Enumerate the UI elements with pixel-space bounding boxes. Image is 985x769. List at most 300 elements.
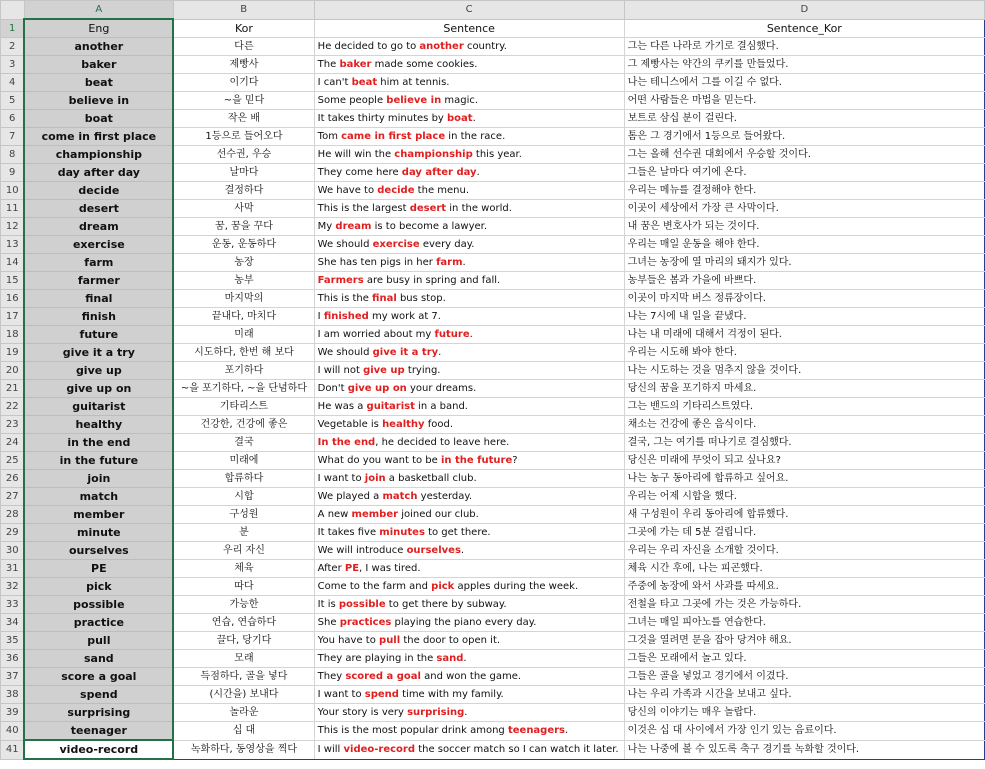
row-header[interactable]: 38	[1, 686, 25, 704]
sentence-text: to get there by subway.	[385, 599, 507, 610]
cell-eng[interactable]: healthy	[24, 416, 173, 434]
cell-sentence-kor[interactable]: 어떤 사람들은 마법을 믿는다.	[624, 92, 984, 110]
table-row	[1, 434, 985, 452]
header-cell-kor[interactable]: Kor	[173, 19, 314, 38]
table-row	[1, 110, 985, 128]
column-header-b[interactable]: B	[173, 1, 314, 20]
cell-kor[interactable]: (시간을) 보내다	[173, 686, 314, 704]
cell-kor[interactable]: 포기하다	[173, 362, 314, 380]
table-row	[1, 290, 985, 308]
cell-eng[interactable]: baker	[24, 56, 173, 74]
sentence-text: We should	[317, 239, 373, 250]
cell-eng[interactable]: guitarist	[24, 398, 173, 416]
cell-sentence[interactable]	[314, 200, 624, 218]
sentence-text: You have to	[317, 635, 380, 646]
row-header[interactable]: 35	[1, 632, 25, 650]
header-cell-sentence-kor[interactable]: Sentence_Kor	[624, 19, 984, 38]
cell-kor[interactable]: 득점하다, 골을 넣다	[173, 668, 314, 686]
cell-sentence-kor[interactable]: 보트로 삼십 분이 걸린다.	[624, 110, 984, 128]
sentence-text: A new	[317, 509, 352, 520]
row-header[interactable]: 39	[1, 704, 25, 722]
row-header[interactable]: 14	[1, 254, 25, 272]
cell-eng[interactable]: dream	[24, 218, 173, 236]
sentence-text: my work at 7.	[368, 311, 441, 322]
cell-sentence-kor[interactable]: 결국, 그는 여기를 떠나기로 결심했다.	[624, 434, 984, 452]
table-row	[1, 218, 985, 236]
cell-sentence[interactable]	[314, 38, 624, 56]
cell-sentence[interactable]	[314, 380, 624, 398]
sentence-text: Don't	[317, 383, 348, 394]
cell-sentence[interactable]	[314, 308, 624, 326]
row-header[interactable]: 21	[1, 380, 25, 398]
cell-kor[interactable]: 작은 배	[173, 110, 314, 128]
table-row	[1, 308, 985, 326]
table-row	[1, 362, 985, 380]
cell-kor[interactable]: 마지막의	[173, 290, 314, 308]
cell-eng[interactable]: in the end	[24, 434, 173, 452]
cell-sentence-kor[interactable]: 전철을 타고 그곳에 가는 것은 가능하다.	[624, 596, 984, 614]
cell-kor[interactable]: 꿈, 꿈을 꾸다	[173, 218, 314, 236]
sentence-text: the soccer match so I can watch it later.	[415, 744, 619, 755]
sentence-text: Come to the farm and	[317, 581, 432, 592]
cell-sentence[interactable]	[314, 398, 624, 416]
row-header[interactable]: 23	[1, 416, 25, 434]
cell-sentence-kor[interactable]: 나는 내 미래에 대해서 걱정이 된다.	[624, 326, 984, 344]
cell-eng[interactable]: give it a try	[24, 344, 173, 362]
row-header[interactable]: 17	[1, 308, 25, 326]
cell-sentence[interactable]	[314, 722, 624, 741]
cell-sentence[interactable]	[314, 164, 624, 182]
table-row	[1, 614, 985, 632]
cell-sentence[interactable]	[314, 146, 624, 164]
table-row	[1, 524, 985, 542]
cell-sentence[interactable]	[314, 650, 624, 668]
sentence-text: We played a	[317, 491, 383, 502]
row-header[interactable]: 9	[1, 164, 25, 182]
table-row	[1, 722, 985, 741]
cell-sentence[interactable]	[314, 524, 624, 542]
cell-kor[interactable]: 결정하다	[173, 182, 314, 200]
row-header[interactable]: 25	[1, 452, 25, 470]
cell-eng[interactable]: score a goal	[24, 668, 173, 686]
sentence-text: He will win the	[317, 149, 395, 160]
cell-eng[interactable]: final	[24, 290, 173, 308]
sentence-text: He decided to go to	[317, 41, 420, 52]
sentence-text: Some people	[317, 95, 387, 106]
cell-sentence[interactable]	[314, 254, 624, 272]
row-header[interactable]: 8	[1, 146, 25, 164]
cell-kor[interactable]: 모래	[173, 650, 314, 668]
sentence-keyword: sand	[436, 653, 464, 664]
row-header[interactable]: 27	[1, 488, 25, 506]
sentence-keyword: video-record	[343, 744, 416, 755]
cell-sentence-kor[interactable]: 그들은 모래에서 놀고 있다.	[624, 650, 984, 668]
cell-kor[interactable]: 이기다	[173, 74, 314, 92]
sentence-keyword: In the end	[317, 437, 376, 448]
row-header[interactable]: 19	[1, 344, 25, 362]
cell-kor[interactable]: 따다	[173, 578, 314, 596]
table-row	[1, 488, 985, 506]
cell-kor[interactable]: 우리 자신	[173, 542, 314, 560]
sentence-keyword: practices	[339, 617, 392, 628]
sentence-text: This is the most popular drink among	[317, 725, 508, 737]
cell-kor[interactable]: 십 대	[173, 722, 314, 741]
cell-eng[interactable]: member	[24, 506, 173, 524]
cell-eng[interactable]: PE	[24, 560, 173, 578]
cell-kor[interactable]: 시도하다, 한번 해 보다	[173, 344, 314, 362]
cell-kor[interactable]: 운동, 운동하다	[173, 236, 314, 254]
table-row	[1, 38, 985, 56]
table-row	[1, 56, 985, 74]
cell-eng[interactable]: farmer	[24, 272, 173, 290]
row-header[interactable]: 2	[1, 38, 25, 56]
table-row	[1, 272, 985, 290]
sentence-keyword: join	[364, 473, 386, 484]
sentence-text: I want to	[317, 473, 365, 484]
cell-kor[interactable]: 기타리스트	[173, 398, 314, 416]
cell-sentence-kor[interactable]: 주중에 농장에 와서 사과를 따세요.	[624, 578, 984, 596]
cell-sentence-kor[interactable]: 새 구성원이 우리 동아리에 합류했다.	[624, 506, 984, 524]
sentence-text: Vegetable is	[317, 419, 383, 430]
cell-sentence-kor[interactable]: 우리는 메뉴를 결정해야 한다.	[624, 182, 984, 200]
cell-eng[interactable]: sand	[24, 650, 173, 668]
cell-eng[interactable]: decide	[24, 182, 173, 200]
header-cell-sentence[interactable]: Sentence	[314, 19, 624, 38]
cell-sentence-kor[interactable]: 채소는 건강에 좋은 음식이다.	[624, 416, 984, 434]
cell-eng[interactable]: join	[24, 470, 173, 488]
cell-kor[interactable]: 구성원	[173, 506, 314, 524]
cell-eng[interactable]: practice	[24, 614, 173, 632]
cell-kor[interactable]: 다른	[173, 38, 314, 56]
sentence-keyword: spend	[364, 689, 399, 700]
sentence-keyword: teenagers	[507, 725, 566, 737]
sentence-text: He was a	[317, 401, 367, 412]
sentence-text: .	[438, 347, 442, 358]
cell-eng[interactable]: boat	[24, 110, 173, 128]
sentence-text: We have to	[317, 185, 378, 196]
cell-eng[interactable]: surprising	[24, 704, 173, 722]
cell-sentence-kor[interactable]: 이곳이 세상에서 가장 큰 사막이다.	[624, 200, 984, 218]
cell-eng[interactable]: championship	[24, 146, 173, 164]
cell-sentence[interactable]	[314, 614, 624, 632]
sentence-text: They are playing in the	[317, 653, 437, 664]
cell-sentence-kor[interactable]: 그녀는 농장에 열 마리의 돼지가 있다.	[624, 254, 984, 272]
cell-eng[interactable]: exercise	[24, 236, 173, 254]
row-header[interactable]: 40	[1, 722, 25, 741]
cell-kor[interactable]: 연습, 연습하다	[173, 614, 314, 632]
cell-kor[interactable]: 농장	[173, 254, 314, 272]
cell-eng[interactable]: farm	[24, 254, 173, 272]
cell-sentence-kor[interactable]: 우리는 어제 시합을 했다.	[624, 488, 984, 506]
row-header[interactable]: 3	[1, 56, 25, 74]
table-row	[1, 452, 985, 470]
sentence-text: yesterday.	[417, 491, 473, 502]
cell-sentence[interactable]	[314, 452, 624, 470]
cell-kor[interactable]: ~을 포기하다, ~을 단념하다	[173, 380, 314, 398]
cell-kor[interactable]: ~을 믿다	[173, 92, 314, 110]
sentence-text: Your story is very	[317, 707, 408, 718]
sentence-keyword: baker	[339, 59, 372, 70]
row-header[interactable]: 18	[1, 326, 25, 344]
cell-kor[interactable]: 미래에	[173, 452, 314, 470]
sentence-text: , I was tired.	[359, 563, 421, 574]
cell-kor[interactable]: 녹화하다, 동영상을 찍다	[173, 740, 314, 759]
table-row	[1, 128, 985, 146]
cell-sentence-kor[interactable]: 그는 다른 나라로 가기로 결심했다.	[624, 38, 984, 56]
table-row	[1, 686, 985, 704]
cell-sentence-kor[interactable]: 그곳에 가는 데 5분 걸립니다.	[624, 524, 984, 542]
cell-sentence-kor[interactable]: 내 꿈은 변호사가 되는 것이다.	[624, 218, 984, 236]
cell-kor[interactable]: 미래	[173, 326, 314, 344]
cell-eng[interactable]: future	[24, 326, 173, 344]
select-all-corner[interactable]	[1, 1, 25, 20]
cell-kor[interactable]: 시합	[173, 488, 314, 506]
cell-sentence[interactable]	[314, 344, 624, 362]
row-header[interactable]: 20	[1, 362, 25, 380]
cell-sentence-kor[interactable]: 당신의 꿈을 포기하지 마세요.	[624, 380, 984, 398]
row-header[interactable]: 5	[1, 92, 25, 110]
cell-sentence[interactable]	[314, 218, 624, 236]
cell-sentence-kor[interactable]: 그 제빵사는 약간의 쿠키를 만들었다.	[624, 56, 984, 74]
cell-sentence-kor[interactable]: 이곳이 마지막 버스 정류장이다.	[624, 290, 984, 308]
column-header-d[interactable]: D	[624, 1, 984, 20]
cell-eng[interactable]: in the future	[24, 452, 173, 470]
table-row	[1, 146, 985, 164]
row-header[interactable]: 4	[1, 74, 25, 92]
cell-eng[interactable]: match	[24, 488, 173, 506]
row-header[interactable]: 11	[1, 200, 25, 218]
cell-kor[interactable]: 놀라운	[173, 704, 314, 722]
sentence-text: We will introduce	[317, 545, 407, 556]
sentence-keyword: final	[372, 293, 397, 304]
cell-eng[interactable]: give up on	[24, 380, 173, 398]
cell-eng[interactable]: possible	[24, 596, 173, 614]
row-header[interactable]: 6	[1, 110, 25, 128]
cell-sentence[interactable]	[314, 632, 624, 650]
row-header[interactable]: 34	[1, 614, 25, 632]
table-row	[1, 164, 985, 182]
cell-sentence[interactable]	[314, 578, 624, 596]
row-header[interactable]: 28	[1, 506, 25, 524]
sentence-text: .	[565, 725, 569, 737]
cell-kor[interactable]: 끌다, 당기다	[173, 632, 314, 650]
cell-eng[interactable]: video-record	[24, 740, 173, 759]
cell-kor[interactable]: 제빵사	[173, 56, 314, 74]
row-header[interactable]: 22	[1, 398, 25, 416]
cell-eng[interactable]: another	[24, 38, 173, 56]
sentence-text: My	[317, 221, 336, 232]
sentence-text: I am worried about my	[317, 329, 435, 340]
cell-eng[interactable]: teenager	[24, 722, 173, 741]
cell-eng[interactable]: spend	[24, 686, 173, 704]
cell-sentence-kor[interactable]: 톰은 그 경기에서 1등으로 들어왔다.	[624, 128, 984, 146]
cell-eng[interactable]: give up	[24, 362, 173, 380]
cell-eng[interactable]: day after day	[24, 164, 173, 182]
sentence-text: The	[317, 59, 340, 70]
cell-sentence-kor[interactable]: 나는 우리 가족과 시간을 보내고 싶다.	[624, 686, 984, 704]
row-header[interactable]: 32	[1, 578, 25, 596]
sentence-text: This is the largest	[317, 203, 410, 214]
cell-sentence[interactable]	[314, 272, 624, 290]
sentence-text: , he decided to leave here.	[375, 437, 510, 448]
cell-sentence-kor[interactable]: 우리는 우리 자신을 소개할 것이다.	[624, 542, 984, 560]
cell-sentence[interactable]	[314, 128, 624, 146]
header-cell-eng[interactable]: Eng	[24, 19, 173, 38]
cell-sentence-kor[interactable]: 당신의 이야기는 매우 놀랍다.	[624, 704, 984, 722]
sentence-text: I will not	[317, 365, 364, 376]
sentence-text: This is the	[317, 293, 373, 304]
sentence-text: What do you want to be	[317, 455, 441, 466]
cell-sentence[interactable]	[314, 362, 624, 380]
cell-eng[interactable]: believe in	[24, 92, 173, 110]
cell-kor[interactable]: 1등으로 들어오다	[173, 128, 314, 146]
cell-sentence-kor[interactable]: 당신은 미래에 무엇이 되고 싶나요?	[624, 452, 984, 470]
cell-kor[interactable]: 건강한, 건강에 좋은	[173, 416, 314, 434]
cell-sentence-kor[interactable]: 농부들은 봄과 가을에 바쁘다.	[624, 272, 984, 290]
sentence-text: .	[472, 113, 476, 124]
row-header[interactable]: 26	[1, 470, 25, 488]
cell-sentence-kor[interactable]: 그는 올해 선수권 대회에서 우승할 것이다.	[624, 146, 984, 164]
cell-sentence-kor[interactable]: 그것을 열려면 문을 잡아 당겨야 해요.	[624, 632, 984, 650]
cell-sentence-kor[interactable]: 체육 시간 후에, 나는 피곤했다.	[624, 560, 984, 578]
sentence-text: It takes thirty minutes by	[317, 113, 448, 124]
table-row	[1, 596, 985, 614]
cell-sentence[interactable]	[314, 236, 624, 254]
row-header[interactable]: 24	[1, 434, 25, 452]
cell-sentence-kor[interactable]: 나는 농구 동아리에 합류하고 싶어요.	[624, 470, 984, 488]
sentence-keyword: surprising	[407, 707, 465, 718]
cell-sentence[interactable]	[314, 668, 624, 686]
sentence-keyword: give up	[363, 365, 405, 376]
row-header[interactable]: 41	[1, 740, 25, 759]
sentence-keyword: guitarist	[366, 401, 415, 412]
cell-sentence-kor[interactable]: 우리는 매일 운동을 해야 한다.	[624, 236, 984, 254]
table-row	[1, 560, 985, 578]
cell-sentence-kor[interactable]: 나는 나중에 볼 수 있도록 축구 경기를 녹화할 것이다.	[624, 740, 984, 759]
cell-sentence[interactable]	[314, 506, 624, 524]
sentence-text: and won the game.	[420, 671, 522, 682]
sentence-keyword: member	[351, 509, 399, 520]
sentence-text: .	[476, 167, 480, 178]
cell-kor[interactable]: 끝내다, 마치다	[173, 308, 314, 326]
column-header-c[interactable]: C	[314, 1, 624, 20]
cell-eng[interactable]: minute	[24, 524, 173, 542]
cell-sentence-kor[interactable]: 그들은 골을 넣었고 경기에서 이겼다.	[624, 668, 984, 686]
sentence-text: playing the piano every day.	[391, 617, 537, 628]
row-header[interactable]: 12	[1, 218, 25, 236]
cell-sentence[interactable]	[314, 542, 624, 560]
sentence-keyword: another	[419, 41, 464, 52]
cell-sentence[interactable]	[314, 434, 624, 452]
sentence-keyword: give up on	[347, 383, 407, 394]
cell-kor[interactable]: 합류하다	[173, 470, 314, 488]
sentence-text: food.	[424, 419, 454, 430]
cell-sentence[interactable]	[314, 182, 624, 200]
row-header[interactable]: 1	[1, 19, 25, 38]
cell-kor[interactable]: 농부	[173, 272, 314, 290]
sentence-text: are busy in spring and fall.	[363, 275, 501, 286]
cell-sentence[interactable]	[314, 290, 624, 308]
cell-sentence-kor[interactable]: 그들은 날마다 여기에 온다.	[624, 164, 984, 182]
sentence-text: I can't	[317, 77, 352, 88]
sentence-keyword: future	[434, 329, 470, 340]
sentence-keyword: dream	[335, 221, 372, 232]
row-header[interactable]: 16	[1, 290, 25, 308]
row-header[interactable]: 36	[1, 650, 25, 668]
cell-sentence[interactable]	[314, 56, 624, 74]
table-row	[1, 74, 985, 92]
cell-sentence[interactable]	[314, 326, 624, 344]
sentence-text: It takes five	[317, 527, 380, 538]
sentence-keyword: came in first place	[341, 131, 446, 142]
cell-kor[interactable]: 분	[173, 524, 314, 542]
cell-kor[interactable]: 체육	[173, 560, 314, 578]
cell-sentence-kor[interactable]: 나는 테니스에서 그를 이길 수 없다.	[624, 74, 984, 92]
sentence-text: After	[317, 563, 345, 574]
sentence-text: .	[464, 707, 468, 718]
cell-sentence-kor[interactable]: 그녀는 매일 피아노를 연습한다.	[624, 614, 984, 632]
cell-eng[interactable]: beat	[24, 74, 173, 92]
cell-sentence[interactable]	[314, 74, 624, 92]
cell-eng[interactable]: ourselves	[24, 542, 173, 560]
cell-eng[interactable]: desert	[24, 200, 173, 218]
sentence-keyword: championship	[394, 149, 473, 160]
cell-sentence[interactable]	[314, 740, 624, 759]
cell-eng[interactable]: finish	[24, 308, 173, 326]
cell-kor[interactable]: 선수권, 우승	[173, 146, 314, 164]
sentence-text: time with my family.	[398, 689, 504, 700]
cell-sentence[interactable]	[314, 686, 624, 704]
cell-sentence[interactable]	[314, 596, 624, 614]
cell-sentence[interactable]	[314, 488, 624, 506]
sentence-keyword: give it a try	[372, 347, 439, 358]
row-header[interactable]: 15	[1, 272, 25, 290]
cell-sentence-kor[interactable]: 나는 7시에 내 일을 끝냈다.	[624, 308, 984, 326]
cell-kor[interactable]: 가능한	[173, 596, 314, 614]
cell-kor[interactable]: 사막	[173, 200, 314, 218]
cell-eng[interactable]: pull	[24, 632, 173, 650]
row-header[interactable]: 29	[1, 524, 25, 542]
cell-sentence-kor[interactable]: 우리는 시도해 봐야 한다.	[624, 344, 984, 362]
cell-sentence[interactable]	[314, 470, 624, 488]
sentence-text: She has ten pigs in her	[317, 257, 437, 268]
row-header[interactable]: 30	[1, 542, 25, 560]
cell-sentence[interactable]	[314, 92, 624, 110]
cell-sentence[interactable]	[314, 704, 624, 722]
sentence-keyword: day after day	[401, 167, 477, 178]
cell-eng[interactable]: pick	[24, 578, 173, 596]
row-header[interactable]: 13	[1, 236, 25, 254]
row-header[interactable]: 31	[1, 560, 25, 578]
row-header[interactable]: 33	[1, 596, 25, 614]
cell-sentence[interactable]	[314, 110, 624, 128]
cell-sentence-kor[interactable]: 이것은 십 대 사이에서 가장 인기 있는 음료이다.	[624, 722, 984, 741]
cell-kor[interactable]: 날마다	[173, 164, 314, 182]
row-header[interactable]: 37	[1, 668, 25, 686]
sentence-keyword: possible	[338, 599, 386, 610]
cell-sentence[interactable]	[314, 560, 624, 578]
column-header-a[interactable]: A	[24, 1, 173, 20]
table-row	[1, 740, 985, 759]
table-row	[1, 398, 985, 416]
cell-sentence[interactable]	[314, 416, 624, 434]
row-header[interactable]: 10	[1, 182, 25, 200]
cell-sentence-kor[interactable]: 나는 시도하는 것을 멈추지 않을 것이다.	[624, 362, 984, 380]
cell-kor[interactable]: 결국	[173, 434, 314, 452]
cell-eng[interactable]: come in first place	[24, 128, 173, 146]
row-header[interactable]: 7	[1, 128, 25, 146]
cell-sentence-kor[interactable]: 그는 밴드의 기타리스트였다.	[624, 398, 984, 416]
